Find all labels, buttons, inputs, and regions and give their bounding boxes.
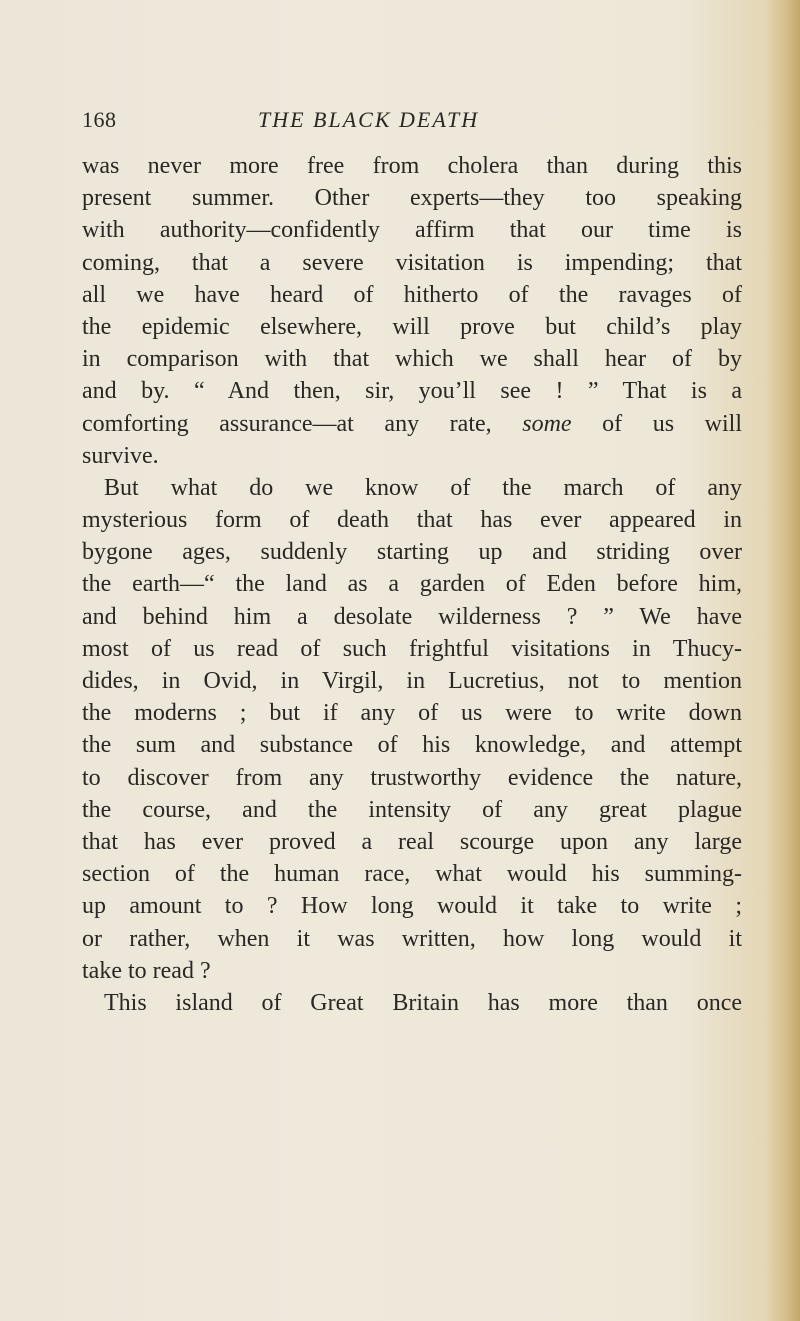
running-head: THE BLACK DEATH bbox=[258, 107, 480, 132]
paragraph-end-line: survive. bbox=[82, 442, 159, 469]
text-line: with authority—confidently affirm that our time is bbox=[82, 217, 742, 244]
text-line: all we have heard of hitherto of the ravages of bbox=[82, 281, 742, 308]
paragraph-start-line: But what do we know of the march of any bbox=[104, 474, 742, 501]
text-line: to discover from any trustworthy evidence the nature, bbox=[82, 764, 742, 791]
text-line: the course, and the intensity of any great plague bbox=[82, 796, 742, 823]
text-line: coming, that a severe visitation is impending; that bbox=[82, 249, 742, 276]
text-line: the earth—“ the land as a garden of Eden before him, bbox=[82, 571, 742, 598]
paragraph-end-line: take to read ? bbox=[82, 957, 211, 984]
text-line: in comparison with that which we shall hear of by bbox=[82, 346, 742, 373]
text-line: mysterious form of death that has ever appeared in bbox=[82, 507, 742, 534]
text-line: bygone ages, suddenly starting up and striding over bbox=[82, 539, 742, 566]
page-header bbox=[82, 103, 602, 137]
text-line: the epidemic elsewhere, will prove but child’s play bbox=[82, 313, 742, 340]
text-line: dides, in Ovid, in Virgil, in Lucretius, not to mention bbox=[82, 668, 742, 694]
text-line: was never more free from cholera than during this bbox=[82, 153, 742, 179]
text-line: the sum and substance of his knowledge, and attempt bbox=[82, 732, 742, 759]
text-line: and by. “ And then, sir, you’ll see ! ” That is a bbox=[82, 378, 742, 405]
paragraph-start-line: This island of Great Britain has more than once bbox=[104, 989, 742, 1016]
text-line: section of the human race, what would his summing- bbox=[82, 861, 742, 888]
page-edge-stain bbox=[766, 0, 800, 1321]
text-line: comforting assurance—at any rate, some of us will bbox=[82, 410, 743, 437]
emphasized-word: some bbox=[522, 410, 572, 437]
text-line: that has ever proved a real scourge upon any large bbox=[82, 828, 742, 855]
text-line: present summer. Other experts—they too speaking bbox=[82, 185, 742, 212]
text-line: the moderns ; but if any of us were to write down bbox=[82, 700, 742, 727]
text-line: most of us read of such frightful visitations in Thucy- bbox=[82, 635, 742, 662]
text-line: and behind him a desolate wilderness ? ” We have bbox=[82, 603, 742, 630]
body-text bbox=[82, 150, 742, 1019]
text-line: or rather, when it was written, how long would it bbox=[82, 925, 742, 952]
page-number: 168 bbox=[82, 107, 117, 132]
text-line: up amount to ? How long would it take to write ; bbox=[82, 893, 742, 920]
